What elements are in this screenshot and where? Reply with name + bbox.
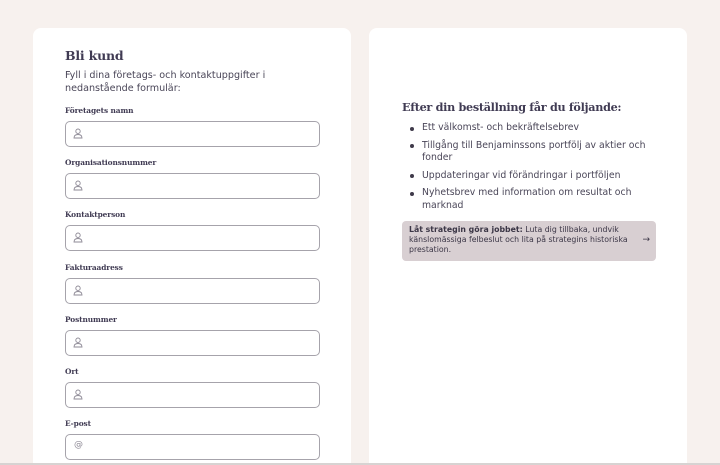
postal-code-input[interactable] bbox=[65, 330, 320, 356]
signup-form-card bbox=[33, 28, 351, 465]
benefit-text: Nyhetsbrev med information om resultat och marknad bbox=[422, 187, 632, 211]
user-icon bbox=[73, 180, 83, 191]
list-item bbox=[402, 187, 664, 212]
cta-text: Luta dig tillbaka, undvik känslomässiga felbeslut och lita på strategins historiska prestation. bbox=[409, 225, 628, 254]
benefits-card bbox=[369, 28, 687, 465]
field-billing-address bbox=[65, 263, 320, 304]
benefit-text: Uppdateringar vid förändringar i portföljen bbox=[422, 169, 621, 181]
cta-bold-text: Låt strategin göra jobbet: bbox=[409, 225, 523, 234]
field-contact-person bbox=[65, 210, 320, 251]
bullet-icon bbox=[410, 127, 414, 131]
benefit-text: Ett välkomst- och bekräftelsebrev bbox=[422, 122, 580, 133]
city-field[interactable] bbox=[88, 383, 313, 406]
field-email bbox=[65, 419, 320, 460]
field-label: Postnummer bbox=[65, 315, 117, 324]
field-label: Fakturaadress bbox=[65, 263, 123, 272]
billing-address-field[interactable] bbox=[88, 279, 313, 302]
user-icon bbox=[73, 232, 83, 243]
email-field[interactable] bbox=[88, 435, 313, 458]
org-number-field[interactable] bbox=[88, 174, 313, 197]
at-icon: @ bbox=[74, 440, 83, 450]
field-postal-code bbox=[65, 315, 320, 356]
user-icon bbox=[73, 389, 83, 400]
benefit-text: Tillgång till Benjaminssons portfölj av aktier och fonder bbox=[422, 139, 646, 163]
email-input[interactable] bbox=[65, 434, 320, 460]
form-title: Bli kund bbox=[65, 48, 124, 63]
benefits-list bbox=[402, 122, 664, 212]
billing-address-input[interactable] bbox=[65, 278, 320, 304]
list-item bbox=[402, 170, 664, 183]
field-label: Organisationsnummer bbox=[65, 158, 157, 167]
benefits-title: Efter din beställning får du följande: bbox=[402, 100, 622, 114]
strategy-cta-button[interactable] bbox=[402, 221, 656, 261]
field-org-number bbox=[65, 158, 320, 199]
bullet-icon bbox=[410, 144, 414, 148]
list-item bbox=[402, 122, 664, 135]
field-label: Kontaktperson bbox=[65, 210, 126, 219]
company-name-input[interactable] bbox=[65, 121, 320, 147]
field-city bbox=[65, 367, 320, 408]
field-label: Ort bbox=[65, 367, 79, 376]
postal-code-field[interactable] bbox=[88, 331, 313, 354]
user-icon bbox=[73, 337, 83, 348]
form-subtitle: Fyll i dina företags- och kontaktuppgifter i nedanstående formulär: bbox=[65, 70, 266, 94]
user-icon bbox=[73, 285, 83, 296]
field-label: Företagets namn bbox=[65, 106, 134, 115]
arrow-right-icon: → bbox=[642, 235, 650, 245]
user-icon bbox=[73, 128, 83, 139]
bullet-icon bbox=[410, 174, 414, 178]
company-name-field[interactable] bbox=[88, 122, 313, 145]
city-input[interactable] bbox=[65, 382, 320, 408]
org-number-input[interactable] bbox=[65, 173, 320, 199]
contact-person-input[interactable] bbox=[65, 225, 320, 251]
list-item bbox=[402, 140, 664, 165]
bullet-icon bbox=[410, 192, 414, 196]
field-company-name bbox=[65, 106, 320, 147]
field-label: E-post bbox=[65, 419, 91, 428]
contact-person-field[interactable] bbox=[88, 226, 313, 249]
